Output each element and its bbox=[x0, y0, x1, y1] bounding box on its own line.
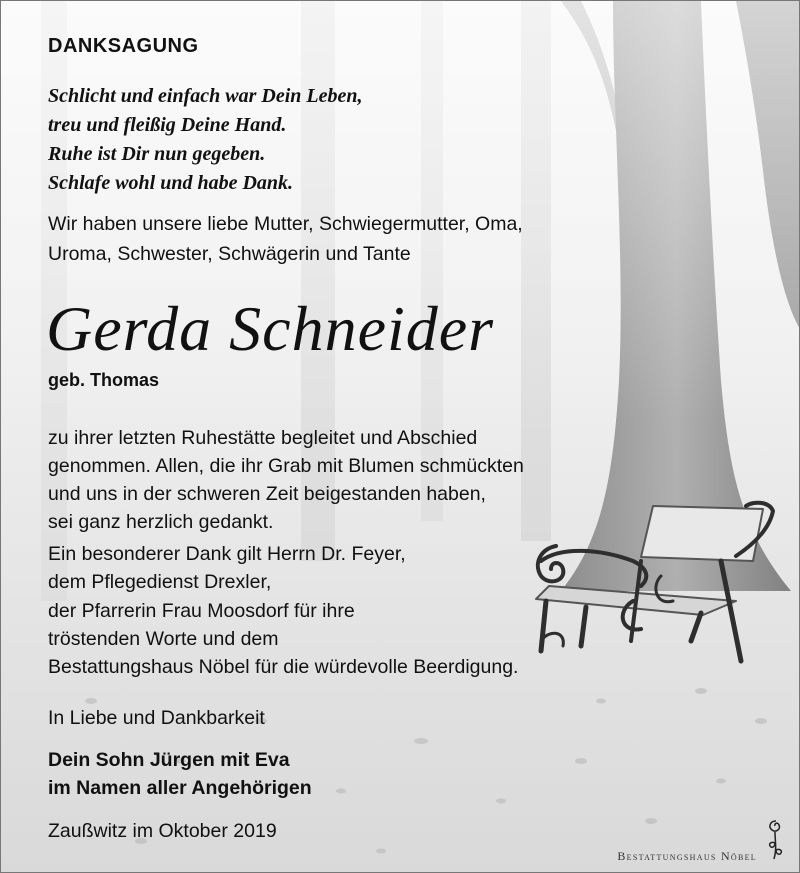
paragraph-line: und uns in der schweren Zeit beigestanden haben, bbox=[48, 483, 486, 505]
paragraph-line: dem Pflegedienst Drexler, bbox=[48, 571, 272, 594]
paragraph-line: zu ihrer letzten Ruhestätte begleitet und Abschied bbox=[48, 427, 478, 449]
poem-line: treu und fleißig Deine Hand. bbox=[48, 114, 287, 136]
intro-text bbox=[48, 209, 523, 269]
poem-line: Schlafe wohl und habe Dank. bbox=[48, 172, 294, 194]
paragraph-line: tröstenden Worte und dem bbox=[48, 627, 279, 650]
poem-line: Ruhe ist Dir nun gegeben. bbox=[48, 143, 266, 165]
poem-line: Schlicht und einfach war Dein Leben, bbox=[48, 85, 363, 107]
paragraph-line: der Pfarrerin Frau Moosdorf für ihre bbox=[48, 599, 355, 622]
signature-line: im Namen aller Angehörigen bbox=[48, 777, 312, 799]
intro-line: Wir haben unsere liebe Mutter, Schwiegermutter, Oma, bbox=[48, 213, 523, 235]
notice-heading: DANKSAGUNG bbox=[48, 35, 199, 57]
birth-name: geb. Thomas bbox=[48, 370, 160, 390]
closing-phrase: In Liebe und Dankbarkeit bbox=[48, 707, 265, 729]
paragraph-line: sei ganz herzlich gedankt. bbox=[48, 511, 274, 533]
paragraph-line: Ein besonderer Dank gilt Herrn Dr. Feyer, bbox=[48, 543, 406, 565]
signature-block bbox=[48, 746, 312, 802]
funeral-home-credit: Bestattungshaus Nöbel bbox=[617, 849, 757, 863]
paragraph-line: genommen. Allen, die ihr Grab mit Blumen schmückten bbox=[48, 455, 524, 477]
memorial-poem bbox=[48, 82, 362, 198]
place-and-date: Zaußwitz im Oktober 2019 bbox=[48, 820, 277, 842]
rose-logo-icon bbox=[770, 821, 782, 859]
signature-line: Dein Sohn Jürgen mit Eva bbox=[48, 749, 290, 771]
thanks-paragraph bbox=[48, 424, 524, 536]
special-thanks-paragraph bbox=[48, 540, 518, 681]
intro-line: Uroma, Schwester, Schwägerin und Tante bbox=[48, 243, 411, 265]
deceased-name: Gerda Schneider bbox=[46, 293, 495, 364]
paragraph-line: Bestattungshaus Nöbel für die würdevolle Beerdigung. bbox=[48, 656, 519, 679]
